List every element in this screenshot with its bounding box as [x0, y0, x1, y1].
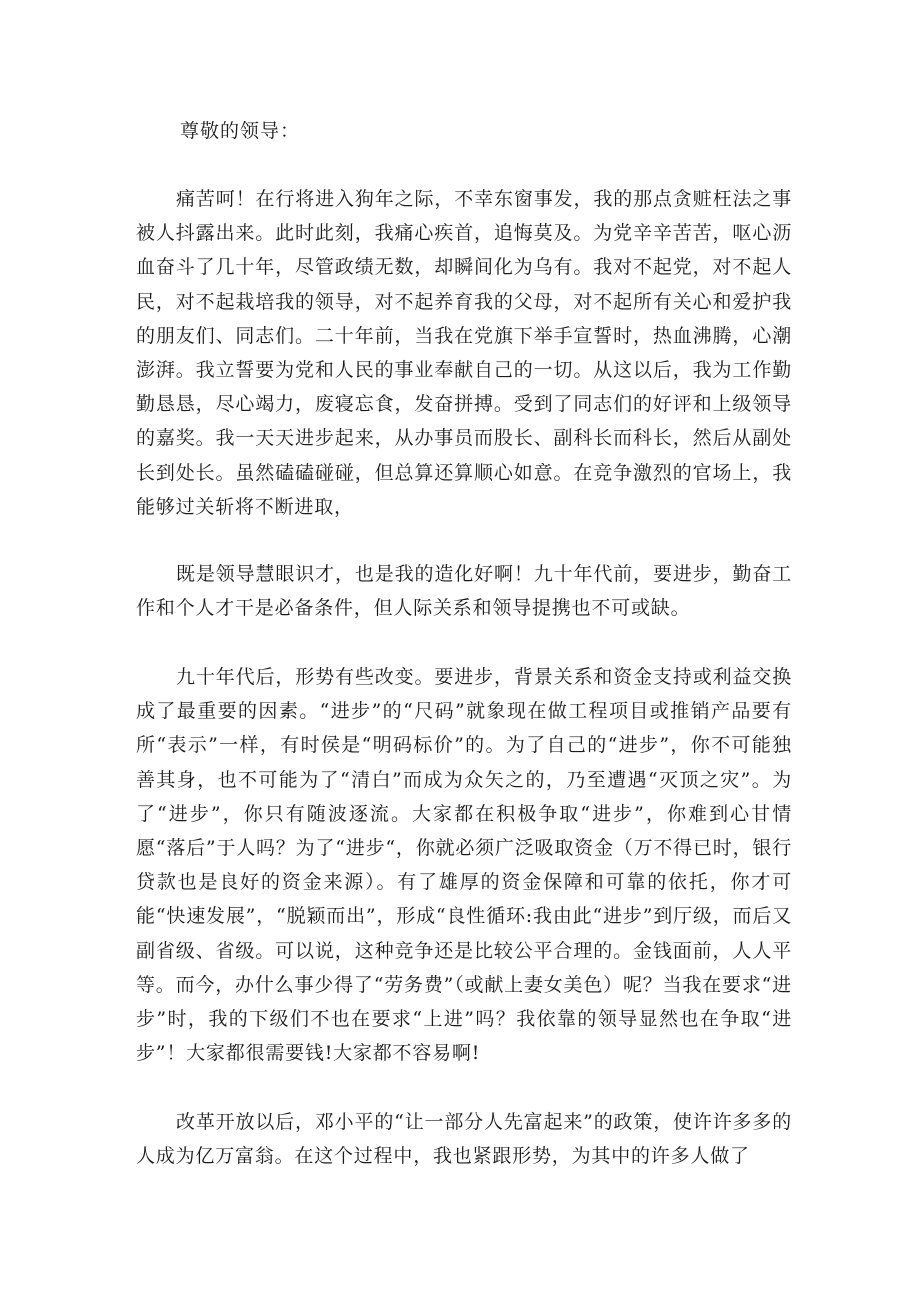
paragraph-3: 九十年代后，形势有些改变。要进步，背景关系和资金支持或利益交换成了最重要的因素。“进步”的“尺码”就象现在做工程项目或推销产品要有所“表示”一样，有时侯是“明码标价”的。为了自己的“进步”，你不可能独善其身，也不可能为了“清白”而成为众矢之的，乃至遭遇“灭顶之灾”。为了“进步”，你只有随波逐流。大家都在积极争取“进步”，你难到心甘情愿“落后”于人吗？为了“进步“，你就必须广泛吸取资金（万不得已时，银行贷款也是良好的资金来源）。有了雄厚的资金保障和可靠的依托，你才可能“快速发展”，“脱颖而出”，形成“良性循环:我由此“进步”到厅级，而后又副省级、省级。可以说，这种竞争还是比较公平合理的。金钱面前，人人平等。而今，办什么事少得了“劳务费”（或献上妻女美色）呢？当我在要求“进步”时，我的下级们不也在要求“上进”吗？我依靠的领导显然也在争取“进步”！大家都很需要钱!大家都不容易啊! — [136, 666, 792, 1065]
salutation: 尊敬的领导： — [180, 120, 301, 142]
paragraph-4: 改革开放以后，邓小平的“让一部分人先富起来”的政策，使许许多多的人成为亿万富翁。在这个过程中，我也紧跟形势，为其中的许多人做了 — [136, 1111, 792, 1168]
paragraph-1: 痛苦呵！在行将进入狗年之际，不幸东窗事发，我的那点贪赃枉法之事被人抖露出来。此时此刻，我痛心疾首，追悔莫及。为党辛辛苦苦，呕心沥血奋斗了几十年，尽管政绩无数，却瞬间化为乌有。我对不起党，对不起人民，对不起栽培我的领导，对不起养育我的父母，对不起所有关心和爱护我的朋友们、同志们。二十年前，当我在党旗下举手宣誓时，热血沸腾，心潮澎湃。我立誓要为党和人民的事业奉献自己的一切。从这以后，我为工作勤勤恳恳，尽心竭力，废寝忘食，发奋拼搏。受到了同志们的好评和上级领导的嘉奖。我一天天进步起来，从办事员而股长、副科长而科长，然后从副处长到处长。虽然磕磕碰碰，但总算还算顺心如意。在竞争激烈的官场上，我能够过关斩将不断进取， — [136, 188, 792, 518]
paragraph-2: 既是领导慧眼识才，也是我的造化好啊！九十年代前，要进步，勤奋工作和个人才干是必备条件，但人际关系和领导提携也不可或缺。 — [136, 563, 792, 620]
